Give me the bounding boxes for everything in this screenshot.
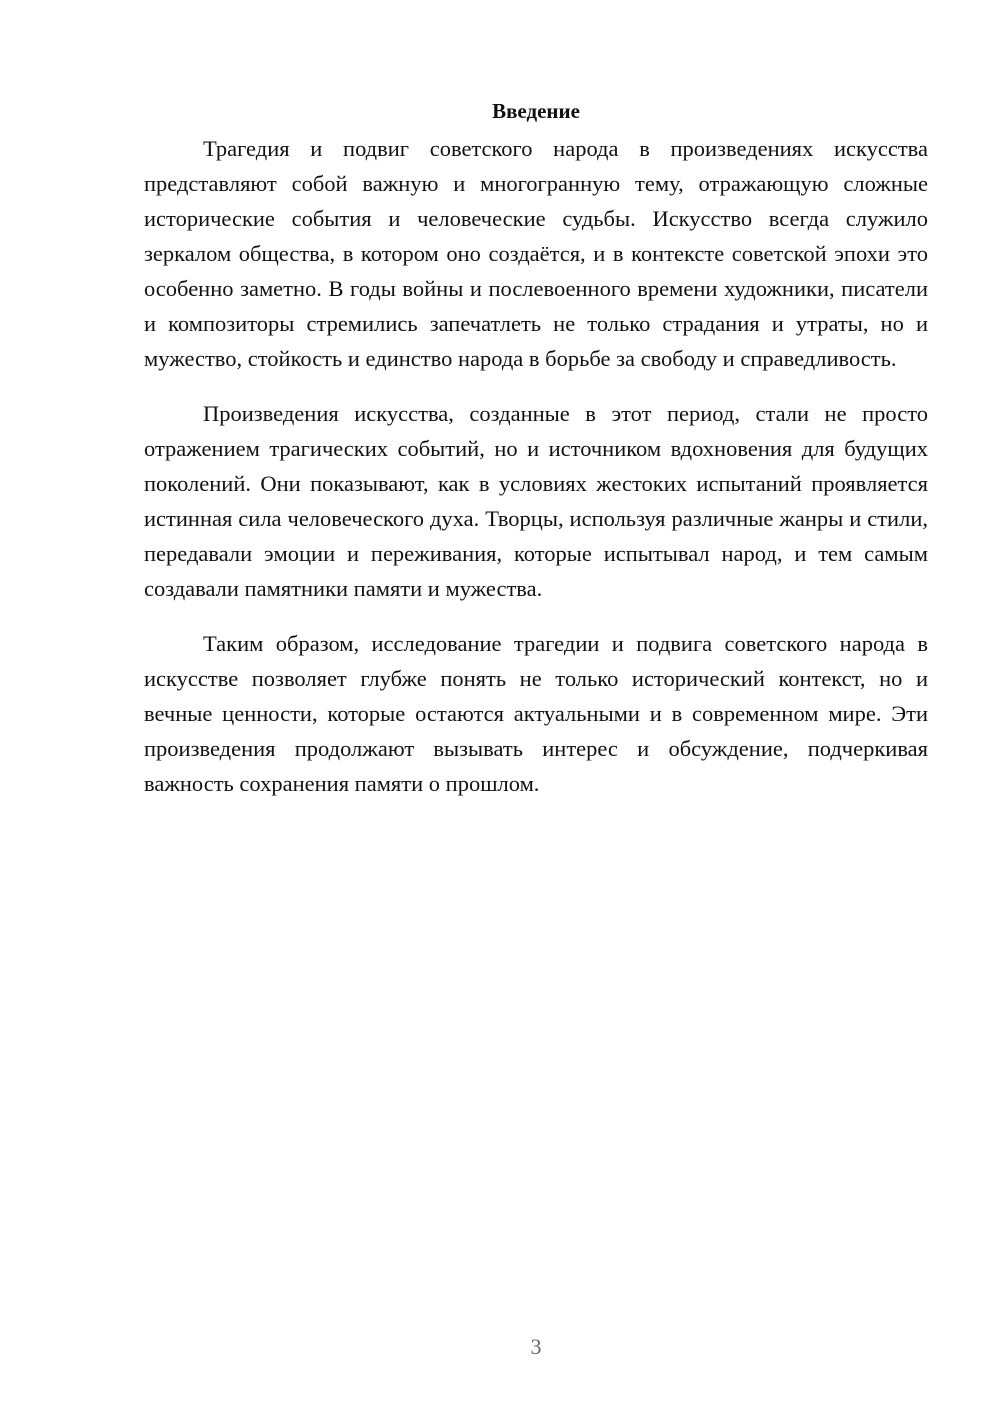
document-body (144, 95, 928, 821)
paragraph-2: Произведения искусства, созданные в этот период, стали не просто отражением трагических событий, но и источником вдохновения для будущих поколений. Они показывают, как в условиях жестоких испытаний проявляется истинная сила человеческого духа. Творцы, используя различные жанры и стили, передавали эмоции и переживания, которые испытывал народ, и тем самым создавали памятники памяти и мужества. (144, 401, 928, 601)
section-heading: Введение (492, 99, 580, 123)
paragraph-3: Таким образом, исследование трагедии и подвига советского народа в искусстве позволяет глубже понять не только исторический контекст, но и вечные ценности, которые остаются актуальными и в современном мире. Эти произведения продолжают вызывать интерес и обсуждение, подчеркивая важность сохранения памяти о прошлом. (144, 631, 928, 796)
paragraph-1: Трагедия и подвиг советского народа в произведениях искусства представляют собой важную и многогранную тему, отражающую сложные исторические события и человеческие судьбы. Искусство всегда служило зеркалом общества, в котором оно создаётся, и в контексте советской эпохи это особенно заметно. В годы войны и послевоенного времени художники, писатели и композиторы стремились запечатлеть не только страдания и утраты, но и мужество, стойкость и единство народа в борьбе за свободу и справедливость. (144, 136, 928, 371)
page-number: 3 (530, 1334, 542, 1359)
